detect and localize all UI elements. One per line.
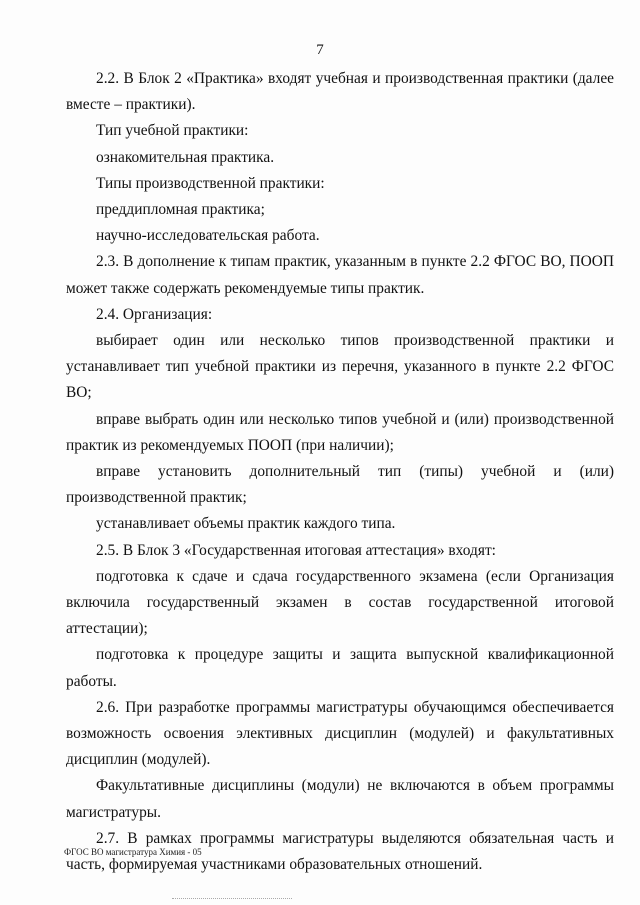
paragraph-pre-diploma-practice: преддипломная практика; xyxy=(96,201,265,219)
paragraph-chooses-practice: выбирает один или несколько типов производственной практики и устанавливает тип учебной практики из перечня, указанного в пункте 2.2 ФГОС ВО; xyxy=(66,332,614,402)
document-footer: ФГОС ВО магистратура Химия - 05 xyxy=(64,847,202,857)
page-number: 7 xyxy=(316,42,324,58)
paragraph-sets-volumes: устанавливает объемы практик каждого типа. xyxy=(96,515,396,533)
paragraph-2-5: 2.5. В Блок 3 «Государственная итоговая аттестация» входят: xyxy=(96,541,496,559)
paragraph-optional-disciplines: Факультативные дисциплины (модули) не включаются в объем программы магистратуры. xyxy=(66,777,614,821)
paragraph-may-set-additional: вправе установить дополнительный тип (типы) учебной и (или) производственной практик; xyxy=(66,463,614,507)
document-body xyxy=(66,66,614,878)
paragraph-2-4: 2.4. Организация: xyxy=(96,305,213,323)
paragraph-thesis-defense: подготовка к процедуре защиты и защита выпускной квалификационной работы. xyxy=(66,646,614,690)
paragraph-training-practice-type: Тип учебной практики: xyxy=(96,122,249,140)
paragraph-2-6: 2.6. При разработке программы магистратуры обучающимся обеспечивается возможность освоения элективных дисциплин (модулей) и факультативных дисциплин (модулей). xyxy=(66,698,614,769)
paragraph-2-2: 2.2. В Блок 2 «Практика» входят учебная и производственная практики (далее вместе – практики). xyxy=(66,70,614,114)
paragraph-introductory-practice: ознакомительная практика. xyxy=(96,148,275,166)
paragraph-may-choose: вправе выбрать один или несколько типов учебной и (или) производственной практик из рекомендуемых ПООП (при наличии); xyxy=(66,410,614,454)
paragraph-production-practice-types: Типы производственной практики: xyxy=(96,174,325,192)
paragraph-research-work: научно-исследовательская работа. xyxy=(96,227,320,245)
scan-artifact xyxy=(172,896,292,899)
paragraph-state-exam: подготовка к сдаче и сдача государственного экзамена (если Организация включила государственный экзамен в состав государственной итоговой аттестации); xyxy=(66,567,614,638)
paragraph-2-7: 2.7. В рамках программы магистратуры выделяются обязательная часть и часть, формируемая участниками образовательных отношений. xyxy=(66,829,614,874)
paragraph-2-3: 2.3. В дополнение к типам практик, указанным в пункте 2.2 ФГОС ВО, ПООП может также содержать рекомендуемые типы практик. xyxy=(66,253,614,297)
